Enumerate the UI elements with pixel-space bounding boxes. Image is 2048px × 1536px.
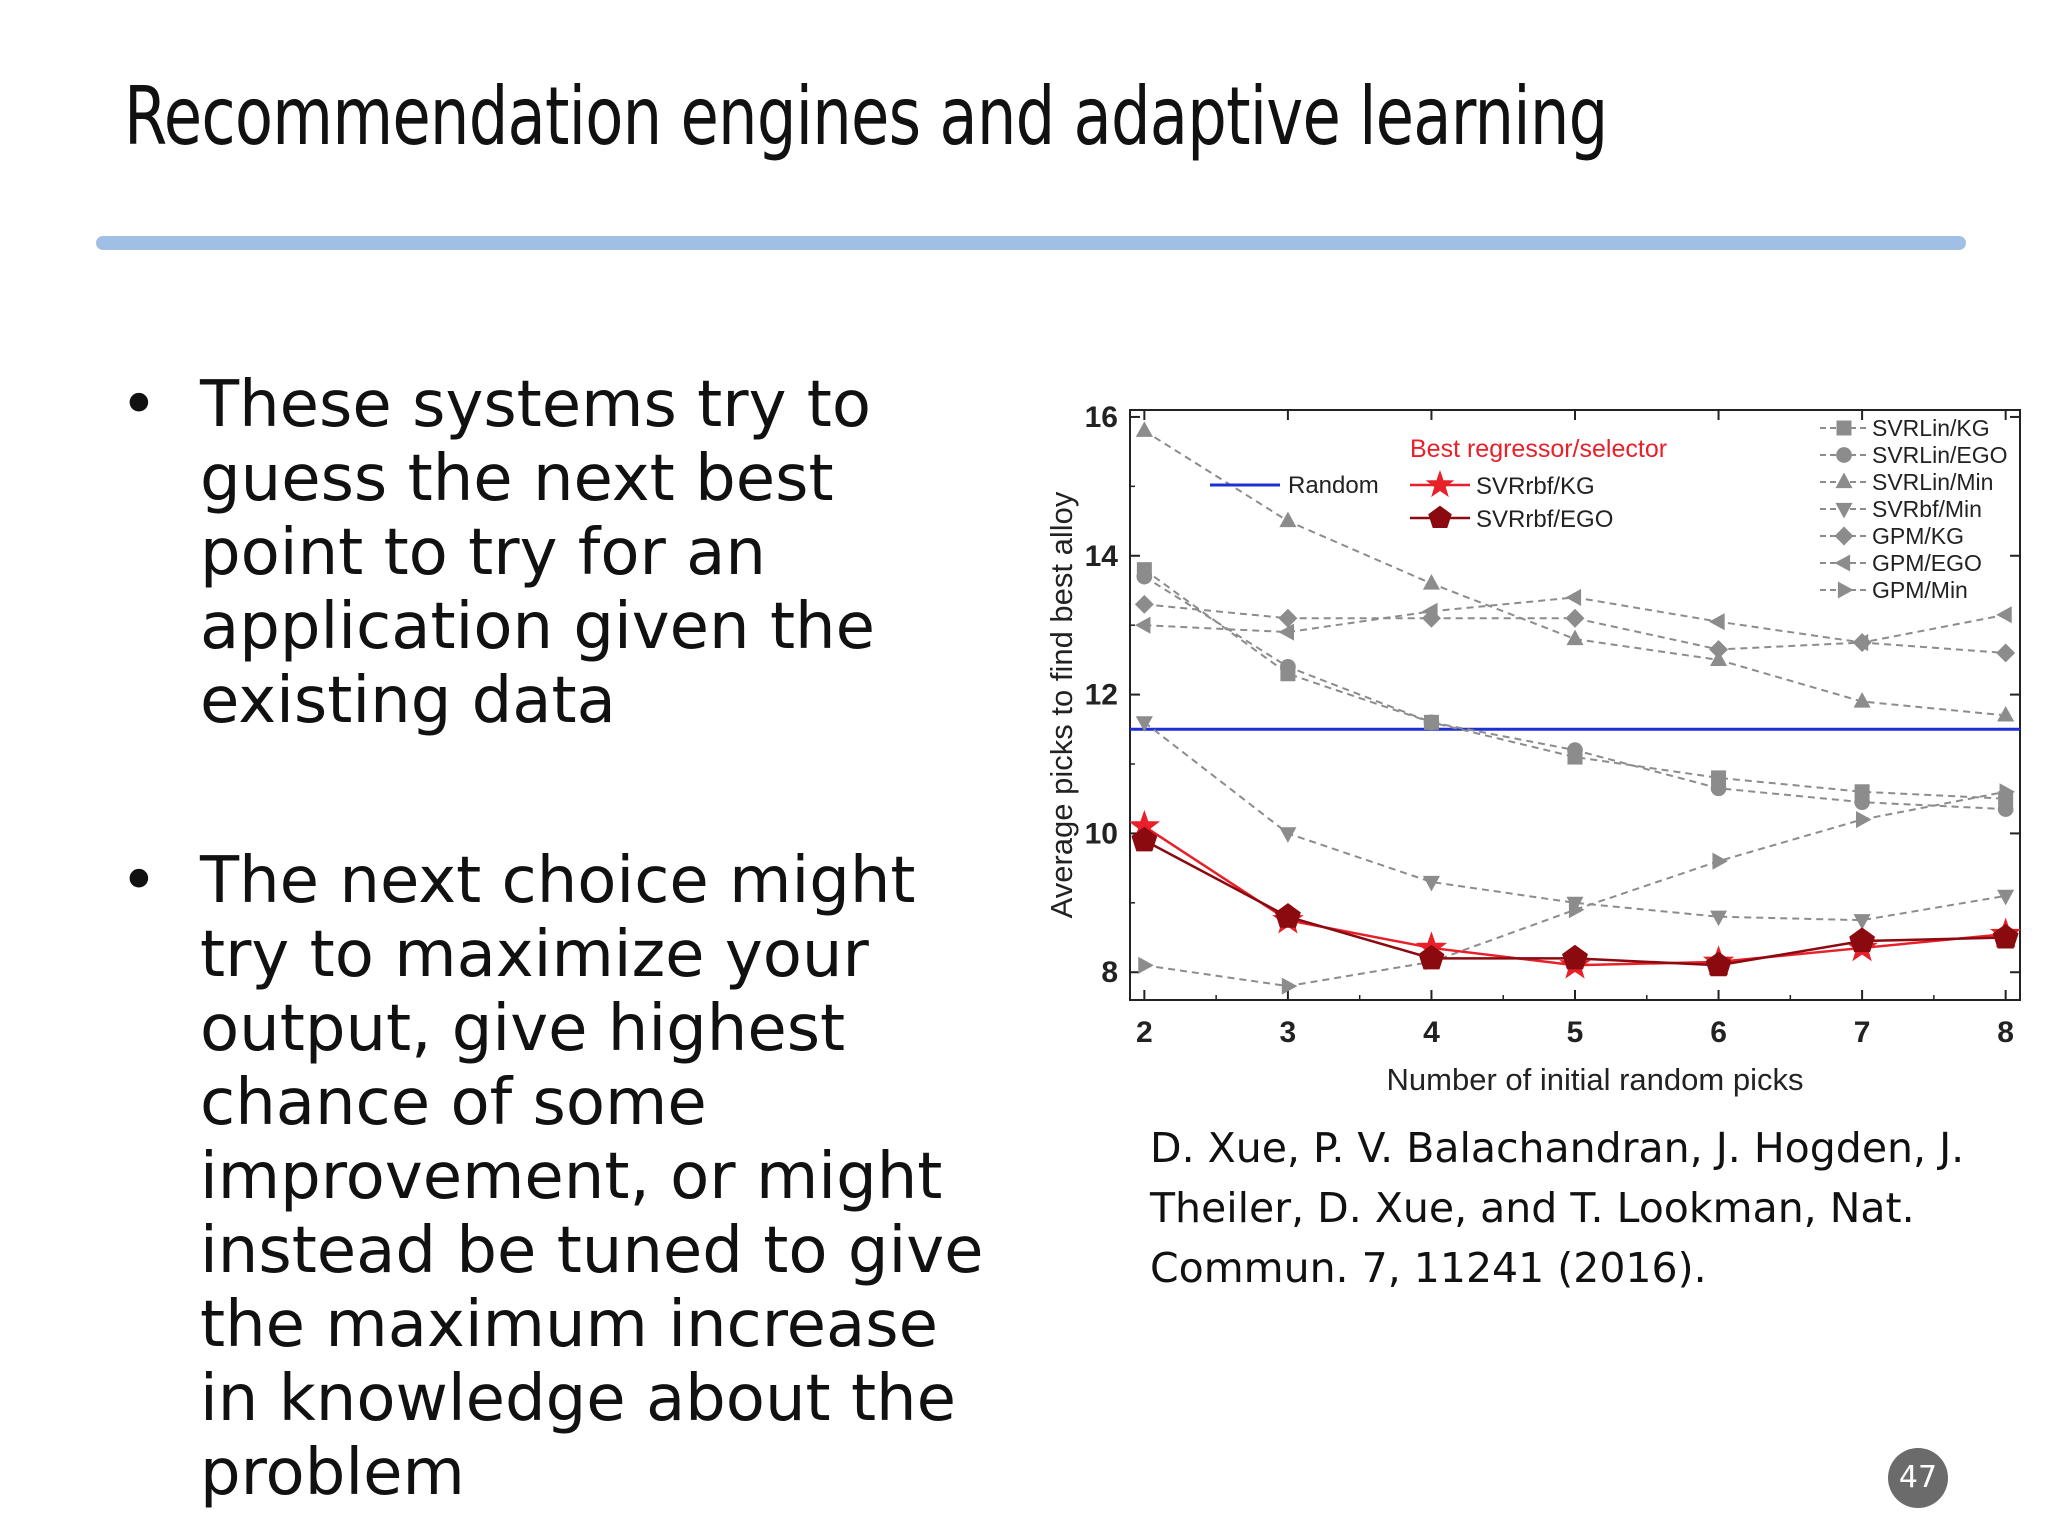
- data-point: [1566, 609, 1584, 627]
- data-point: [1710, 614, 1724, 629]
- bullet-item: [120, 844, 1000, 1510]
- legend-marker: [1837, 448, 1852, 463]
- data-point: [1280, 828, 1295, 842]
- x-tick-label: 4: [1423, 1016, 1440, 1049]
- y-axis-label: Average picks to find best alloy: [1044, 491, 1079, 919]
- legend-heading: Best regressor/selector: [1410, 435, 1668, 463]
- legend-marker: [1836, 474, 1851, 488]
- data-point: [1282, 978, 1296, 993]
- legend-label-random: Random: [1288, 472, 1379, 499]
- data-point: [1711, 781, 1726, 796]
- legend-marker: [1837, 421, 1851, 435]
- data-point: [1568, 743, 1583, 758]
- data-point: [1276, 904, 1301, 928]
- title-divider: [96, 236, 1966, 250]
- data-point: [1993, 925, 2018, 949]
- data-point: [1424, 715, 1439, 730]
- citation: D. Xue, P. V. Balachandran, J. Hogden, J. Theiler, D. Xue, and T. Lookman, Nat. Commun. 7, 11241 (2016).: [1150, 1124, 1965, 1292]
- data-point: [1997, 607, 2011, 622]
- data-point: [1279, 609, 1297, 627]
- legend-label: SVRrbf/KG: [1476, 473, 1595, 500]
- y-tick-label: 10: [1084, 817, 1118, 851]
- x-tick-label: 5: [1566, 1016, 1584, 1049]
- legend-marker: [1427, 472, 1453, 496]
- data-point: [1706, 952, 1731, 976]
- legend-label: SVRbf/Min: [1872, 496, 1982, 522]
- bullet-list: [120, 368, 1000, 1510]
- bullet-marker: •: [120, 368, 158, 442]
- x-tick-label: 2: [1136, 1016, 1153, 1049]
- x-tick-label: 8: [1997, 1016, 2014, 1049]
- data-point: [1280, 624, 1294, 639]
- legend-marker: [1836, 503, 1851, 517]
- data-point: [1713, 853, 1727, 868]
- data-point: [1711, 911, 1726, 925]
- legend-label: GPM/KG: [1872, 523, 1965, 549]
- data-point: [1136, 596, 1154, 614]
- data-point: [1563, 945, 1588, 969]
- data-point: [1997, 644, 2015, 662]
- bullet-text: The next choice might try to maximize your output, give highest chance of some improvement, or might instead be tuned to give the maximum increase in knowledge about the problem: [200, 844, 984, 1510]
- legend-label: SVRLin/EGO: [1872, 442, 2008, 468]
- y-tick-label: 12: [1084, 678, 1118, 712]
- y-tick-label: 16: [1084, 400, 1118, 434]
- data-point: [1856, 812, 1870, 827]
- bullet-marker: •: [120, 844, 158, 918]
- legend-label: SVRrbf/EGO: [1476, 506, 1614, 533]
- page-number: 47: [1888, 1448, 1948, 1508]
- data-point: [1137, 422, 1152, 436]
- data-point: [1998, 802, 2013, 817]
- x-tick-label: 3: [1279, 1016, 1297, 1049]
- legend-marker: [1429, 506, 1451, 527]
- line-chart: [1030, 390, 2030, 1110]
- x-axis-label: Number of initial random picks: [1386, 1062, 1804, 1097]
- data-point: [1280, 513, 1295, 527]
- x-tick-label: 6: [1710, 1016, 1727, 1049]
- y-tick-label: 8: [1101, 956, 1118, 990]
- data-point: [1137, 569, 1152, 584]
- data-point: [1850, 928, 1875, 952]
- legend-label: SVRLin/KG: [1872, 415, 1990, 441]
- legend-marker: [1836, 555, 1850, 570]
- data-point: [1710, 641, 1728, 659]
- series-line: [1144, 826, 2005, 965]
- y-tick-label: 14: [1084, 539, 1118, 573]
- legend-label: GPM/Min: [1872, 577, 1968, 603]
- data-point: [1854, 915, 1869, 929]
- bullet-text: These systems try to guess the next best point to try for an application given the existing data: [200, 368, 875, 738]
- bullet-item: [120, 368, 1000, 738]
- legend-marker: [1838, 582, 1852, 597]
- x-tick-label: 7: [1853, 1016, 1871, 1049]
- data-point: [1424, 575, 1439, 589]
- slide-title: Recommendation engines and adaptive learning: [124, 70, 1608, 163]
- legend-marker: [1835, 527, 1853, 545]
- data-point: [1136, 617, 1150, 632]
- data-point: [1567, 590, 1581, 605]
- legend-label: SVRLin/Min: [1872, 469, 1994, 495]
- data-point: [1855, 795, 1870, 810]
- data-point: [1281, 659, 1296, 674]
- legend-label: GPM/EGO: [1872, 550, 1982, 576]
- data-point: [1139, 958, 1153, 973]
